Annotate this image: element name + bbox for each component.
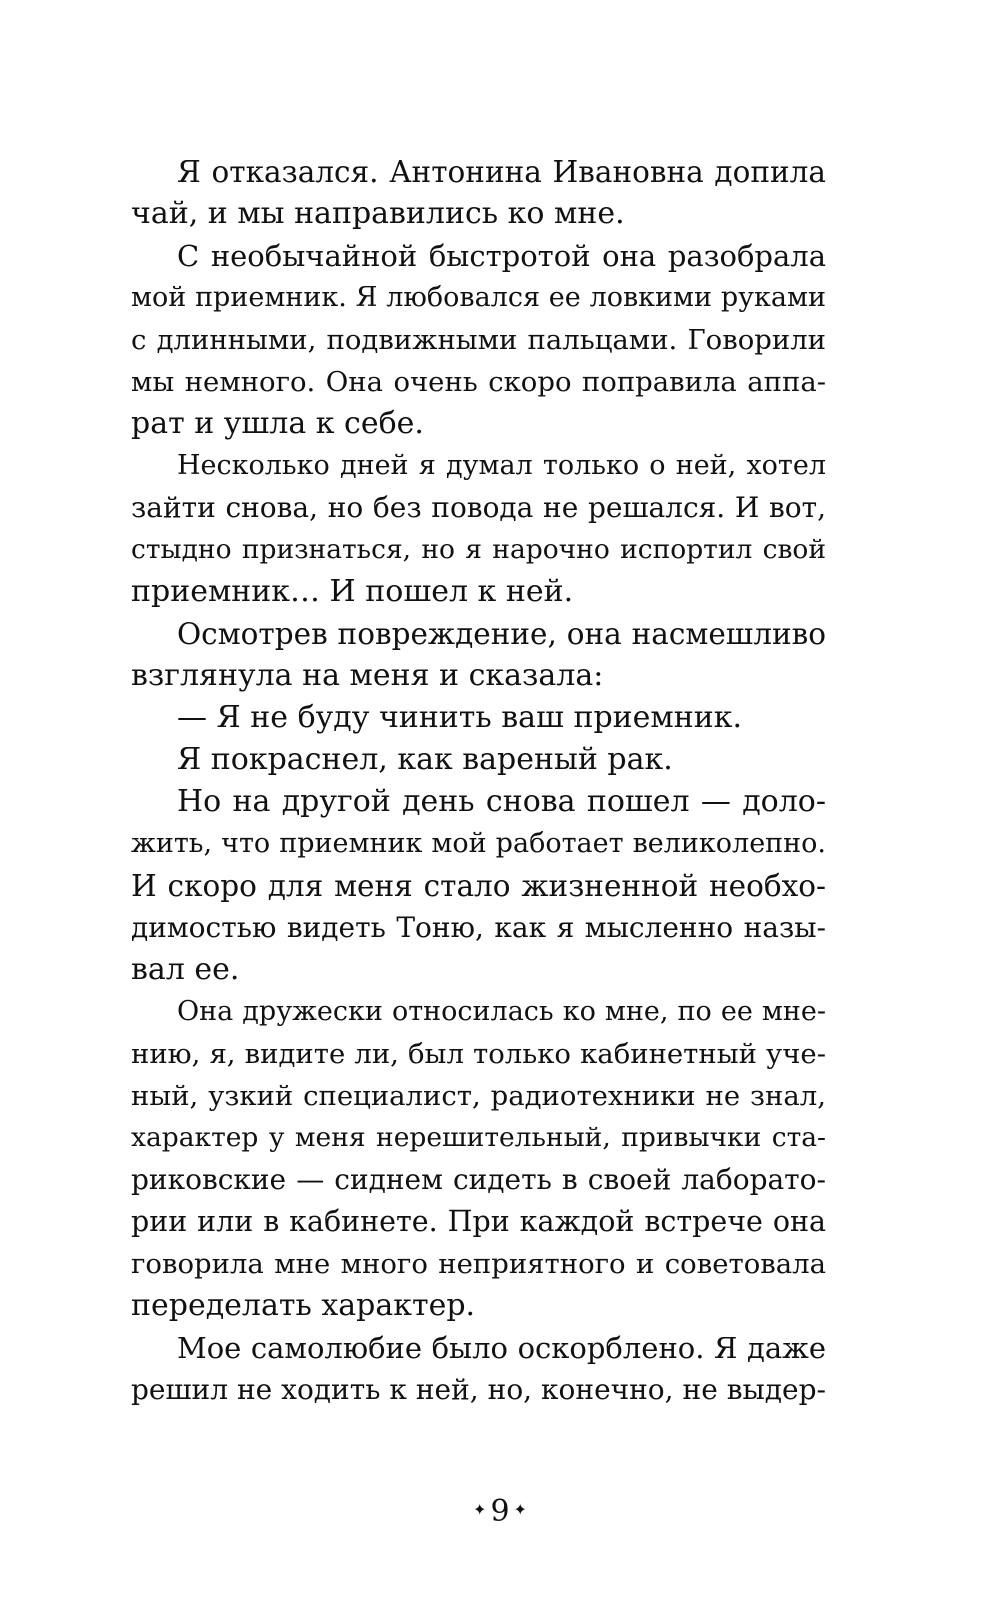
text-line: мы немного. Она очень скоро поправила аппа- (131, 366, 826, 398)
text-line: — Я не буду чинить ваш приемник. (177, 700, 743, 735)
paragraph (131, 781, 826, 991)
text-line: рии или в кабинете. При каждой встрече она (131, 1205, 826, 1238)
text-line: решил не ходить к ней, но, конечно, не выдер- (131, 1373, 826, 1406)
text-line: с длинными, подвижными пальцами. Говорили (131, 324, 826, 356)
text-line: мой приемник. Я любовался ее ловкими руками (131, 282, 826, 313)
text-line: рат и ушла к себе. (131, 406, 424, 441)
text-line: взглянула на меня и сказала: (131, 658, 604, 693)
ornament-right-icon: ✦ (513, 1500, 527, 1519)
text-line: димостью видеть Тоню, как я мысленно назы- (131, 911, 826, 944)
text-line: нию, я, видите ли, был только кабинетный уче- (131, 1038, 826, 1070)
ornament-left-icon: ✦ (473, 1500, 487, 1519)
page-footer (0, 1494, 1000, 1531)
paragraph (131, 613, 826, 697)
text-line: Но на другой день снова пошел — доло- (177, 784, 826, 819)
text-line: приемник… И пошел к ней. (131, 574, 574, 609)
text-line: чай, и мы направились ко мне. (131, 196, 625, 231)
dialogue-paragraph (131, 697, 826, 739)
text-line: зайти снова, но без повода не решался. И вот, (131, 491, 826, 524)
paragraph (131, 991, 826, 1327)
text-line: ный, узкий специалист, радиотехники не знал, (131, 1080, 826, 1112)
text-line: Она дружески относилась ко мне, по ее мне- (177, 996, 826, 1027)
paragraph (131, 235, 826, 445)
text-line: Осмотрев повреждение, она насмешливо (177, 617, 826, 651)
text-line: И скоро для меня стало жизненной необхо- (131, 869, 826, 903)
text-line: характер у меня нерешительный, привычки ста- (131, 1122, 826, 1153)
text-line: С необычайной быстротой она разобрала (177, 239, 826, 273)
text-line: вал ее. (131, 952, 240, 987)
text-line: переделать характер. (131, 1288, 476, 1323)
text-line: Я покраснел, как вареный рак. (177, 742, 673, 777)
paragraph (131, 739, 826, 781)
paragraph (131, 445, 826, 613)
page-number: 9 (490, 1494, 510, 1529)
paragraph (131, 1327, 826, 1411)
text-line: Мое самолюбие было оскорблено. Я даже (177, 1331, 826, 1365)
text-line: Несколько дней я думал только о ней, хотел (177, 450, 826, 481)
text-line: риковские — сиднем сидеть в своей лаборато- (131, 1163, 826, 1196)
page-body (131, 151, 826, 1411)
text-line: жить, что приемник мой работает великолепно. (131, 828, 826, 859)
text-line: говорила мне много неприятного и советовала (131, 1248, 826, 1280)
paragraph (131, 151, 826, 235)
text-line: Я отказался. Антонина Ивановна допила (177, 155, 826, 189)
text-line: стыдно признаться, но я нарочно испортил свой (131, 534, 826, 565)
